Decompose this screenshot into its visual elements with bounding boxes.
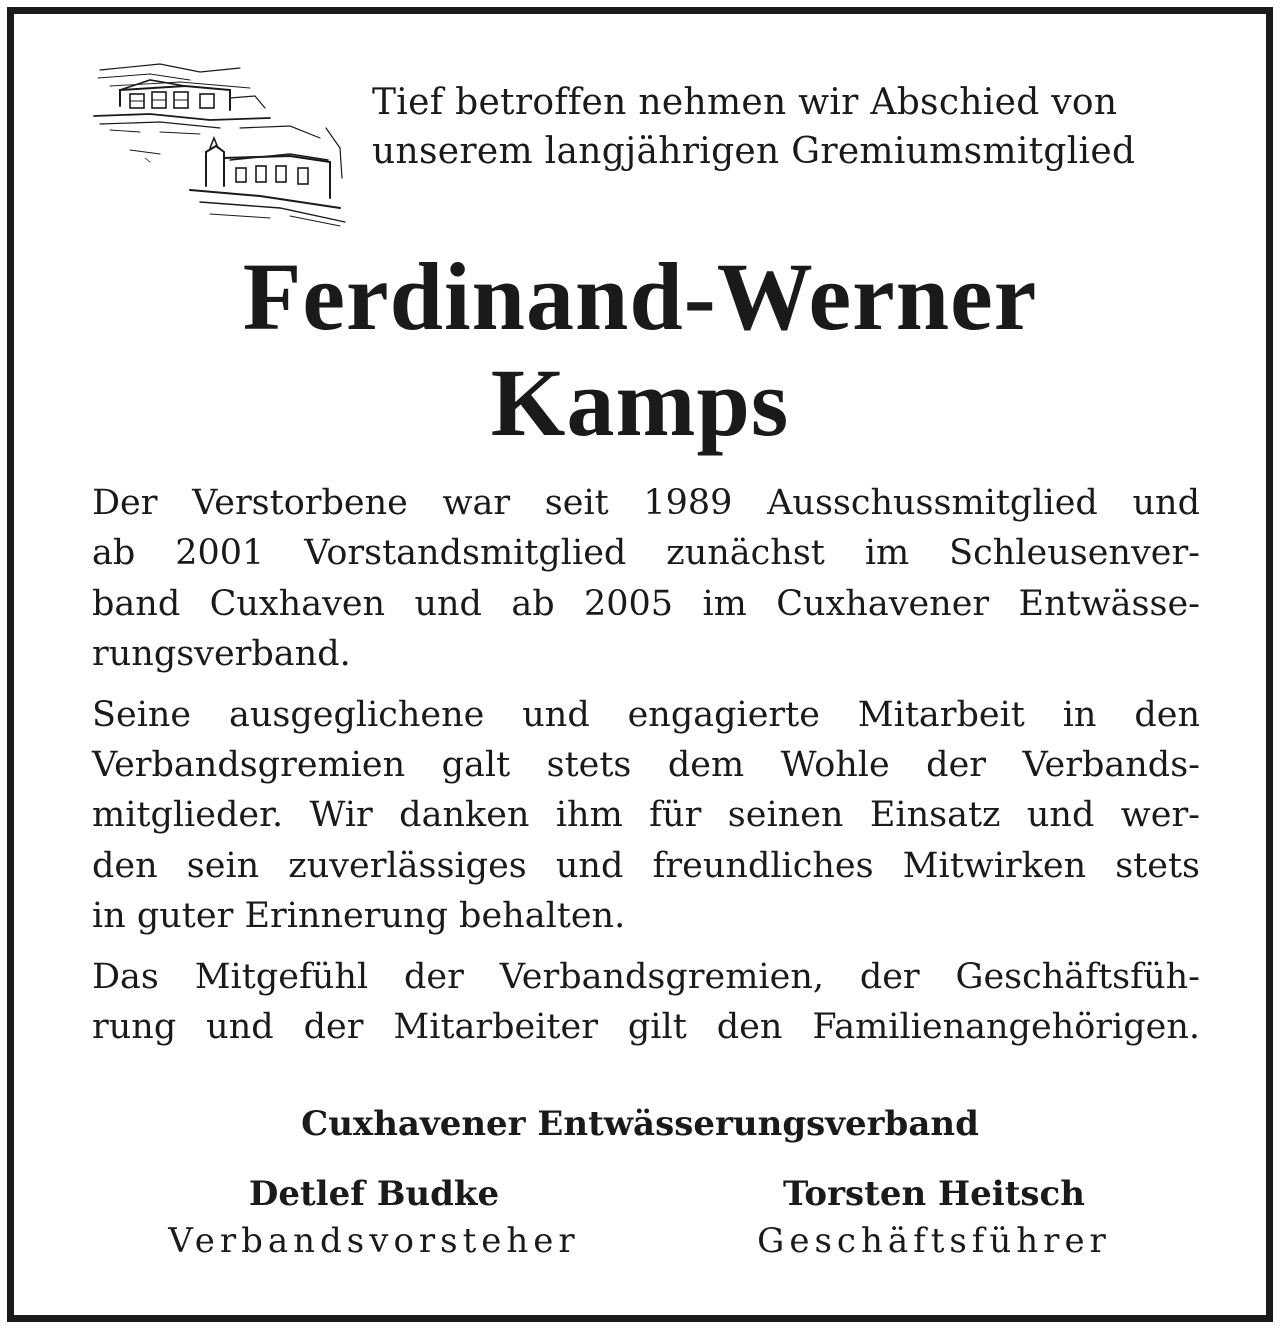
intro-text — [372, 78, 1222, 176]
body-line: rung und der Mitarbeiter gilt den Familienangehörigen. — [92, 1007, 1200, 1048]
body-line: Das Mitgefühl der Verbandsgremien, der Geschäftsfüh- — [92, 956, 1200, 997]
obituary-body — [92, 478, 1200, 1062]
sluice-building-sketch-icon — [90, 58, 350, 228]
signer-role: Verbandsvorsteher — [168, 1221, 580, 1261]
intro-line: Tief betroffen nehmen wir Abschied von — [372, 82, 1118, 123]
paragraph-condolence — [92, 952, 1200, 1053]
paragraph-career — [92, 478, 1200, 680]
body-line: Der Verstorbene war seit 1989 Ausschussmitglied und — [92, 483, 1200, 523]
body-line: ab 2001 Vorstandsmitglied zunächst im Schleusenver- — [92, 533, 1200, 574]
signer-left — [114, 1172, 634, 1266]
body-line: rungsverband. — [92, 634, 351, 675]
obituary-frame — [7, 7, 1273, 1322]
signer-right — [674, 1172, 1194, 1266]
body-line: Seine ausgeglichene und engagierte Mitarbeit in den — [92, 694, 1200, 735]
intro-line: unserem langjährigen Gremiumsmitglied — [372, 131, 1136, 172]
deceased-first-name: Ferdinand-Werner — [242, 243, 1038, 350]
organization-name: Cuxhavener Entwässerungsverband — [301, 1104, 979, 1144]
signer-name: Torsten Heitsch — [783, 1174, 1085, 1214]
signer-role: Geschäftsführer — [757, 1221, 1111, 1261]
deceased-last-name: Kamps — [490, 349, 790, 456]
paragraph-appreciation — [92, 690, 1200, 942]
body-line: band Cuxhaven und ab 2005 im Cuxhavener Entwässe- — [92, 583, 1200, 624]
body-line: den sein zuverlässiges und freundliches Mitwirken stets — [92, 845, 1200, 886]
body-line: mitglieder. Wir danken ihm für seinen Einsatz und wer- — [92, 795, 1200, 836]
body-line: Verbandsgremien galt stets dem Wohle der Verbands- — [92, 745, 1200, 786]
body-line: in guter Erinnerung behalten. — [92, 896, 626, 937]
signer-name: Detlef Budke — [248, 1174, 500, 1214]
